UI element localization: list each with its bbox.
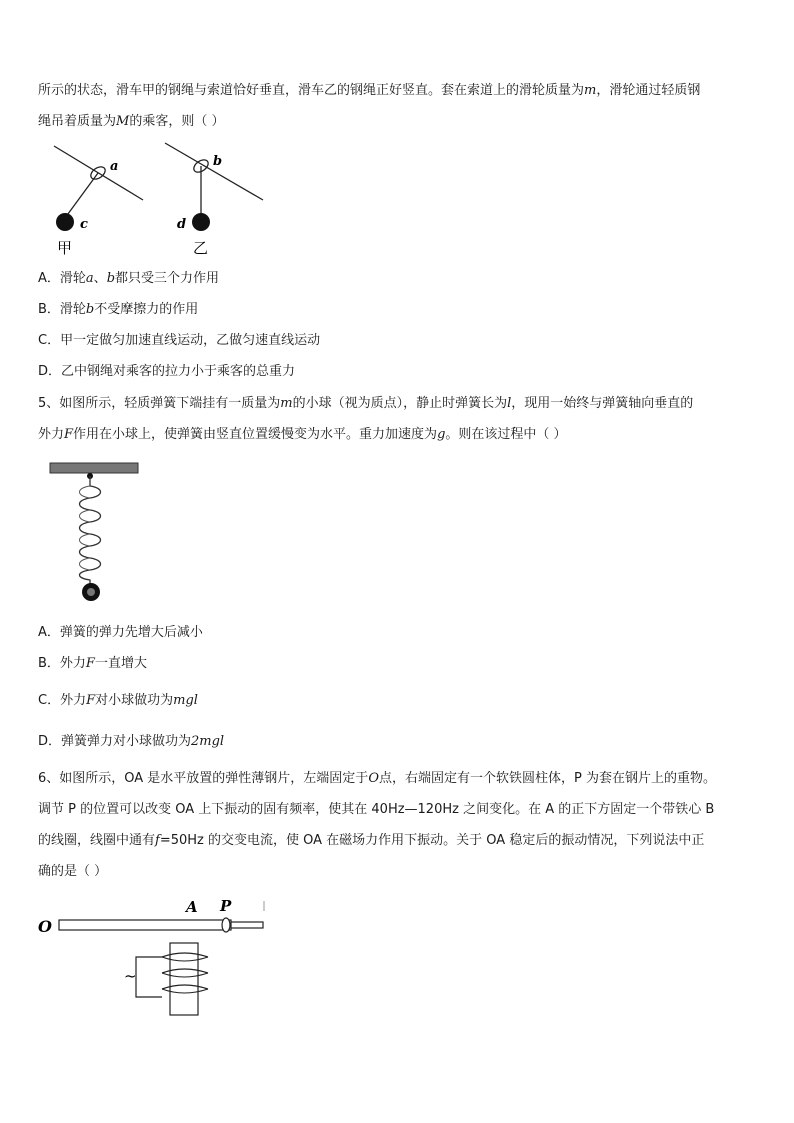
q4-figure-jia — [40, 138, 170, 263]
q4-option-c: C．甲一定做匀加速直线运动，乙做匀速直线运动 — [38, 333, 321, 348]
q5-text-line-2: 外力F作用在小球上，使弹簧由竖直位置缓慢变为水平。重力加速度为g。则在该过程中（ ） — [38, 427, 567, 442]
rope-jia — [65, 173, 98, 218]
ceiling — [50, 463, 138, 473]
label-a: a — [110, 159, 119, 174]
q5-option-c: C．外力F对小球做功为mgl — [38, 693, 198, 708]
label-O: O — [38, 917, 52, 936]
q5-option-d: D．弹簧弹力对小球做功为2mgl — [38, 734, 225, 749]
label-d: d — [177, 217, 187, 232]
q4-option-b: B．滑轮b不受摩擦力的作用 — [38, 302, 199, 317]
label-c: c — [80, 217, 88, 232]
passenger-d — [192, 213, 210, 231]
q5-option-a: A．弹簧的弹力先增大后减小 — [38, 625, 203, 640]
q5-spring-figure — [48, 458, 144, 608]
q6-text-line-3: 的线圈，线圈中通有f=50Hz 的交变电流，使 OA 在磁场力作用下振动。关于 OA 稳定后的振动情况，下列说法中正 — [38, 833, 705, 848]
label-yi: 乙 — [193, 239, 209, 257]
label-jia: 甲 — [57, 239, 73, 257]
q6-figure — [36, 893, 276, 1023]
q4-text-line-2: 绳吊着质量为M的乘客，则（ ） — [38, 114, 225, 129]
label-A: A — [186, 898, 198, 916]
cable-yi — [165, 143, 263, 200]
ball-highlight — [87, 588, 95, 596]
q4-option-d: D．乙中钢绳对乘客的拉力小于乘客的总重力 — [38, 364, 296, 379]
q6-text-line-2: 调节 P 的位置可以改变 OA 上下振动的固有频率，使其在 40Hz—120Hz 之间变化。在 A 的正下方固定一个带铁心 B — [38, 802, 715, 817]
steel-strip — [59, 920, 231, 930]
q5-text-line-1: 5、如图所示，轻质弹簧下端挂有一质量为m的小球（视为质点），静止时弹簧长为l，现用一始终与弹簧轴向垂直的 — [38, 396, 694, 411]
q4-text-line-1: 所示的状态，滑车甲的钢绳与索道恰好垂直，滑车乙的钢绳正好竖直。套在索道上的滑轮质量为m，滑轮通过轻质钢 — [38, 83, 701, 98]
q4-option-a: A．滑轮a、b都只受三个力作用 — [38, 271, 220, 286]
q4-figure-yi — [155, 138, 275, 263]
cable-jia — [54, 146, 143, 200]
passenger-c — [56, 213, 74, 231]
weight-p — [222, 918, 230, 932]
q6-text-line-4: 确的是（ ） — [38, 864, 108, 879]
ac-source-icon: ~ — [124, 967, 137, 985]
q5-option-b: B．外力F一直增大 — [38, 656, 147, 671]
strip-extension — [231, 922, 263, 928]
label-P: P — [220, 897, 232, 915]
coil-leads — [136, 957, 162, 997]
label-b: b — [213, 154, 223, 169]
q6-text-line-1: 6、如图所示，OA 是水平放置的弹性薄钢片，左端固定于O点，右端固定有一个软铁圆柱体，P 为套在钢片上的重物。 — [38, 771, 716, 786]
